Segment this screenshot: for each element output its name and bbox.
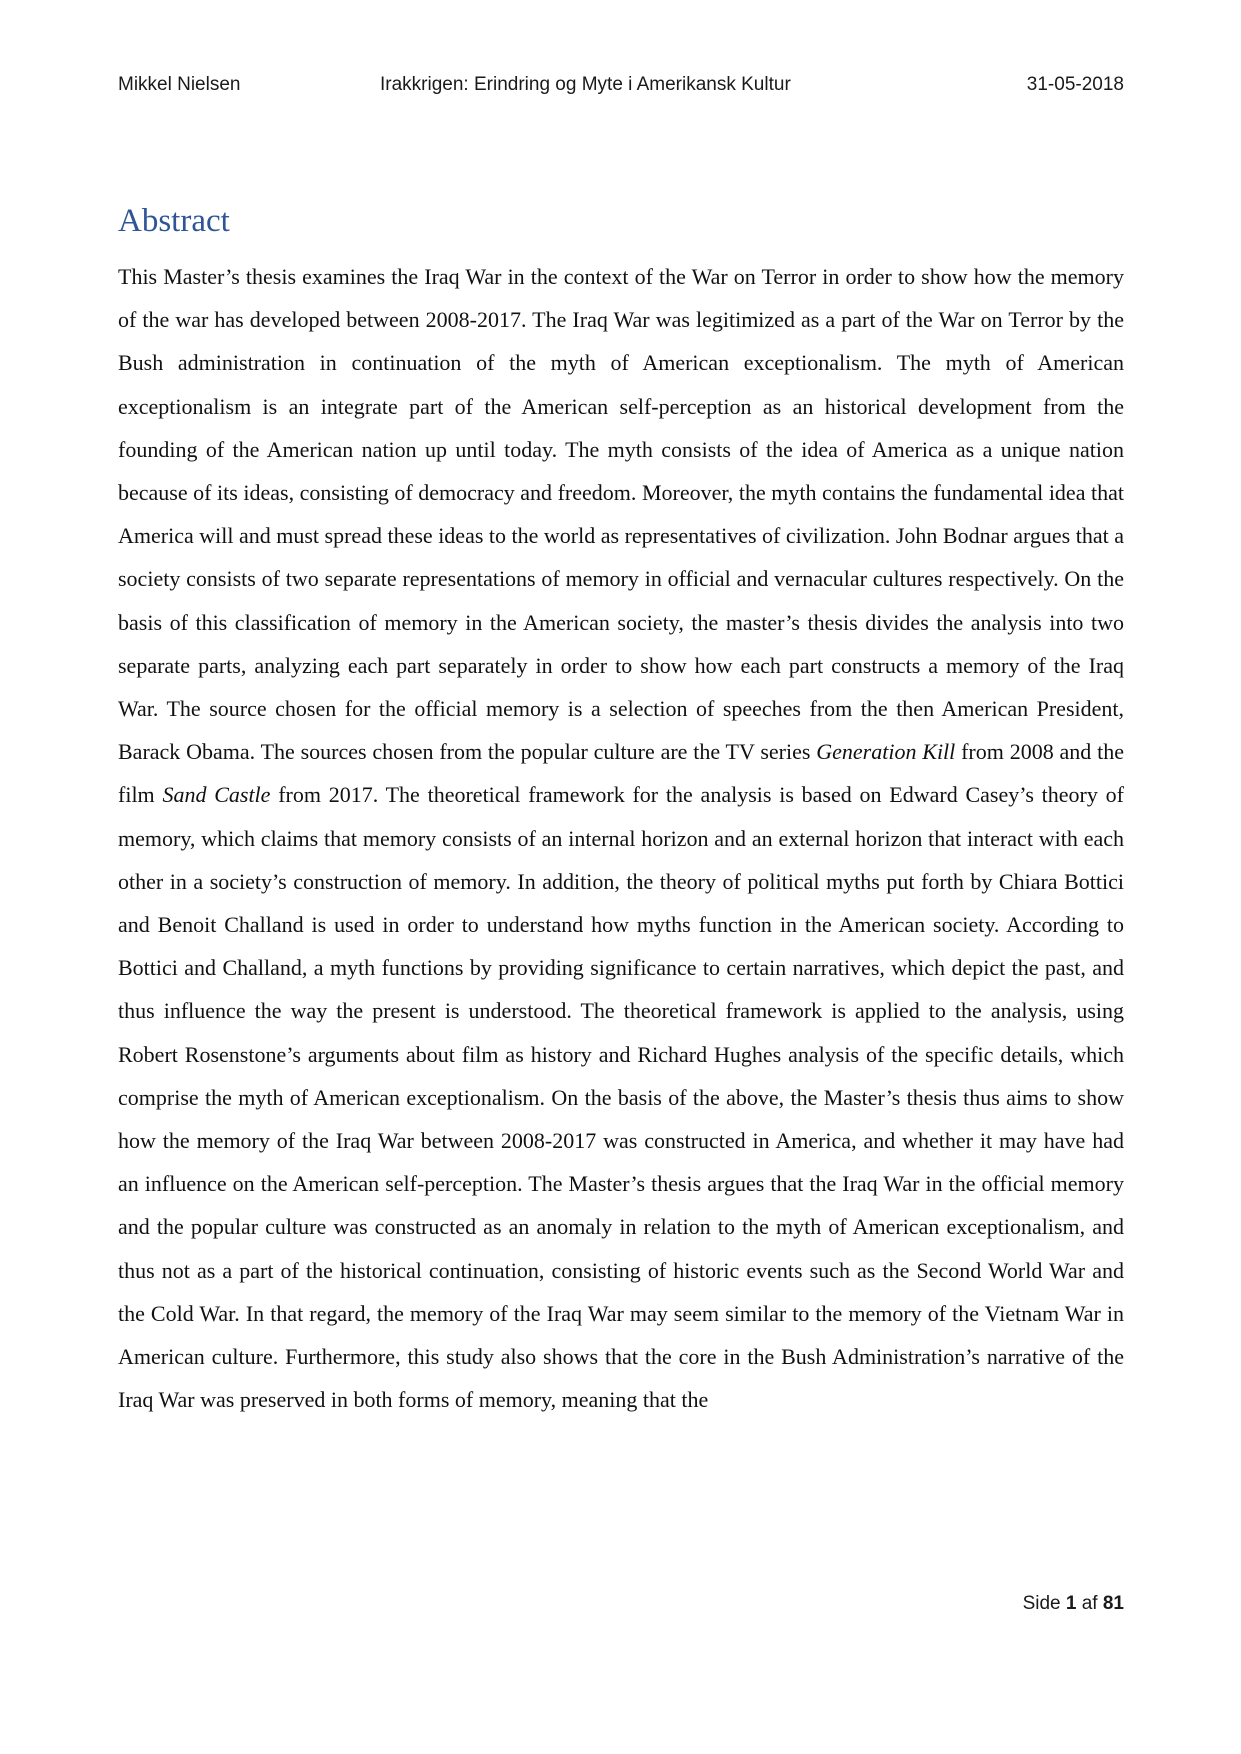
abstract-text-part-1: This Master’s thesis examines the Iraq War in the context of the War on Terror in order to show how the memory of the war has developed between 2008-2017. The Iraq War was legitimized as a part of the War on Terror by the Bush administration in continuation of the myth of American exceptionalism. The myth of American exceptionalism is an integrate part of the American self-perception as an historical development from the founding of the American nation up until today. The myth consists of the idea of America as a unique nation because of its ideas, consisting of democracy and freedom. Moreover, the myth contains the fundamental idea that America will and must spread these ideas to the world as representatives of civilization. John Bodnar argues that a society consists of two separate representations of memory in official and vernacular cultures respectively. On the basis of this classification of memory in the American society, the master’s thesis divides the analysis into two separate parts, analyzing each part separately in order to show how each part constructs a memory of the Iraq War. The source chosen for the official memory is a selection of speeches from the then American President, Barack Obama. The sources chosen from the popular culture are the TV series bbox=[118, 264, 1124, 765]
footer-page-number: 1 bbox=[1065, 1593, 1077, 1614]
header-author: Mikkel Nielsen bbox=[118, 74, 241, 95]
footer-middle: af bbox=[1076, 1593, 1103, 1614]
abstract-text-part-3: from 2017. The theoretical framework for the analysis is based on Edward Casey’s theory of memory, which claims that memory consists of an internal horizon and an external horizon that interact with each other in a society’s construction of memory. In addition, the theory of political myths put forth by Chiara Bottici and Benoit Challand is used in order to understand how myths function in the American society. According to Bottici and Challand, a myth functions by providing significance to certain narratives, which depict the past, and thus influence the way the present is understood. The theoretical framework is applied to the analysis, using Robert Rosenstone’s arguments about film as history and Richard Hughes analysis of the specific details, which comprise the myth of American exceptionalism. On the basis of the above, the Master’s thesis thus aims to show how the memory of the Iraq War between 2008-2017 was constructed in America, and whether it may have had an influence on the American self-perception. The Master’s thesis argues that the Iraq War in the official memory and the popular culture was constructed as an anomaly in relation to the myth of American exceptionalism, and thus not as a part of the historical continuation, consisting of historic events such as the Second World War and the Cold War. In that regard, the memory of the Iraq War may seem similar to the memory of the Vietnam War in American culture. Furthermore, this study also shows that the core in the Bush Administration’s narrative of the Iraq War was preserved in both forms of memory, meaning that the bbox=[118, 782, 1124, 1413]
page-header bbox=[118, 74, 1124, 102]
footer-prefix: Side bbox=[1022, 1593, 1066, 1614]
abstract-text-part-2: from 2008 and the film bbox=[118, 739, 1124, 808]
section-heading: Abstract bbox=[118, 203, 230, 239]
footer-page-total: 81 bbox=[1102, 1593, 1124, 1614]
abstract-italic-title-2: Sand Castle bbox=[162, 782, 271, 808]
abstract-italic-title-1: Generation Kill bbox=[816, 739, 956, 765]
page-footer bbox=[1023, 1593, 1124, 1615]
header-title: Irakkrigen: Erindring og Myte i Amerikansk Kultur bbox=[380, 74, 791, 95]
abstract-paragraph bbox=[118, 255, 1124, 1421]
header-date: 31-05-2018 bbox=[1026, 74, 1124, 95]
